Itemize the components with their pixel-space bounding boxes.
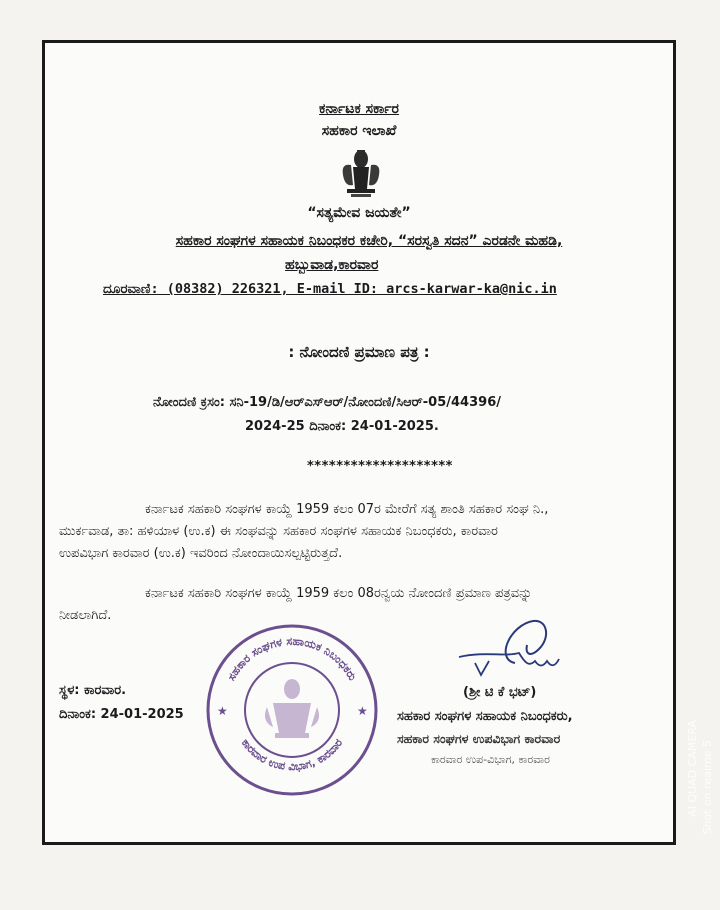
state-emblem-icon xyxy=(335,145,387,201)
place-label: ಸ್ಥಳ: ಕಾರವಾರ. xyxy=(59,683,127,698)
signatory-name: (ಶ್ರೀ ಟಿ ಕೆ ಭಟ್) xyxy=(463,685,537,700)
seal-bottom-text: ಕಾರವಾರ ಉಪ ವಿಭಾಗ, ಕಾರವಾರ xyxy=(238,736,346,774)
certificate-title: : ನೋಂದಣಿ ಪ್ರಮಾಣ ಪತ್ರ : xyxy=(288,343,430,361)
office-address-line1: ಸಹಕಾರ ಸಂಘಗಳ ಸಹಾಯಕ ನಿಬಂಧಕರ ಕಚೇರಿ, “ಸರಸ್ವತಿ ಸದನ” ಎರಡನೇ ಮಹಡಿ, xyxy=(175,233,563,249)
signature-mark xyxy=(455,615,565,685)
signatory-title: ಸಹಕಾರ ಸಂಘಗಳ ಸಹಾಯಕ ನಿಬಂಧಕರು, xyxy=(397,709,573,724)
paragraph2-line2: ನೀಡಲಾಗಿದೆ. xyxy=(59,608,112,623)
motto: “ಸತ್ಯಮೇವ ಜಯತೇ” xyxy=(307,205,411,221)
registration-paragraph xyxy=(59,499,659,565)
signatory-stamp-line1: ಸಹಕಾರ ಸಂಘಗಳ ಉಪವಿಭಾಗ ಕಾರವಾರ xyxy=(397,731,561,746)
paragraph1-line3: ಉಪವಿಭಾಗ ಕಾರವಾರ (ಉ.ಕ) ಇವರಿಂದ ನೋಂದಾಯಿಸಲ್ಪಟ್ಟಿರುತ್ತದೆ. xyxy=(59,546,343,561)
registration-number-line1: ನೋಂದಣಿ ಕ್ರಸಂ: ಸನಿ-19/ಡಿ/ಆರ್‌ಎಸ್‌ಆರ್/ನೋಂದಣಿ/ಸಿಆರ್-05/44396/ xyxy=(153,395,501,410)
paragraph1-line2: ಮುರ್ಕವಾಡ, ತಾ: ಹಳಿಯಾಳ (ಉ.ಕ) ಈ ಸಂಘವನ್ನು ಸಹಕಾರ ಸಂಘಗಳ ಸಹಾಯಕ ನಿಬಂಧಕರು, ಕಾರವಾರ xyxy=(59,524,498,539)
camera-watermark xyxy=(684,720,718,900)
watermark-line2: Shot on realme 5 xyxy=(701,740,714,835)
paragraph2-line1: ಕರ್ನಾಟಕ ಸಹಕಾರಿ ಸಂಘಗಳ ಕಾಯ್ದೆ 1959 ಕಲಂ 08ರನ್ವಯ ನೋಂದಣಿ ಪ್ರಮಾಣ ಪತ್ರವನ್ನು xyxy=(145,586,533,601)
registration-number-line2: 2024-25 ದಿನಾಂಕ: 24-01-2025. xyxy=(245,419,439,434)
signatory-stamp-line2: ಕಾರವಾರ ಉಪ-ವಿಭಾಗ, ಕಾರವಾರ xyxy=(431,753,550,766)
svg-text:★: ★ xyxy=(357,704,368,718)
svg-text:★: ★ xyxy=(217,704,228,718)
government-heading: ಕರ್ನಾಟಕ ಸರ್ಕಾರ xyxy=(319,101,399,117)
watermark-line1: AI QUAD CAMERA xyxy=(686,720,699,817)
official-seal xyxy=(203,621,381,799)
certificate-page xyxy=(42,40,676,845)
date-label: ದಿನಾಂಕ: 24-01-2025 xyxy=(59,707,184,722)
seal-top-text: ಸಹಕಾರ ಸಂಘಗಳ ಸಹಾಯಕ ನಿಬಂಧಕರು xyxy=(224,634,360,683)
paragraph1-line1: ಕರ್ನಾಟಕ ಸಹಕಾರಿ ಸಂಘಗಳ ಕಾಯ್ದೆ 1959 ಕಲಂ 07ರ ಮೇರೆಗೆ ಸತ್ಯ ಶಾಂತಿ ಸಹಕಾರ ಸಂಘ ನಿ., xyxy=(145,502,549,517)
office-address-line2: ಹಬ್ಬುವಾಡ,ಕಾರವಾರ xyxy=(285,257,379,273)
department-heading: ಸಹಕಾರ ಇಲಾಖೆ xyxy=(321,123,397,139)
separator-stars: ******************** xyxy=(307,459,453,474)
contact-line: ದೂರವಾಣಿ: (08382) 226321, E-mail ID: arcs-karwar-ka@nic.in xyxy=(103,281,557,297)
